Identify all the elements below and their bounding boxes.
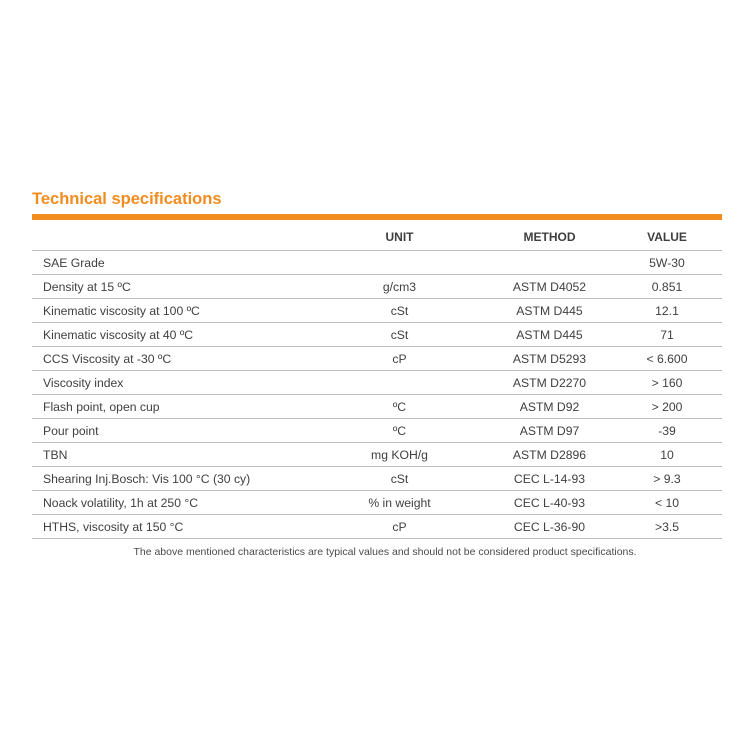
method-cell: ASTM D92 — [487, 395, 612, 419]
table-row — [32, 395, 722, 419]
value-cell: < 10 — [612, 491, 722, 515]
table-row — [32, 419, 722, 443]
table-row — [32, 323, 722, 347]
value-cell: > 200 — [612, 395, 722, 419]
header-method: METHOD — [487, 224, 612, 251]
property-cell: Noack volatility, 1h at 250 °C — [32, 491, 312, 515]
unit-cell: g/cm3 — [312, 275, 487, 299]
unit-cell: cP — [312, 347, 487, 371]
unit-cell: % in weight — [312, 491, 487, 515]
value-cell: > 9.3 — [612, 467, 722, 491]
unit-cell — [312, 371, 487, 395]
method-cell: ASTM D445 — [487, 299, 612, 323]
property-cell: CCS Viscosity at -30 ºC — [32, 347, 312, 371]
property-cell: Viscosity index — [32, 371, 312, 395]
method-cell: ASTM D5293 — [487, 347, 612, 371]
property-cell: HTHS, viscosity at 150 °C — [32, 515, 312, 539]
unit-cell: cSt — [312, 323, 487, 347]
value-cell: -39 — [612, 419, 722, 443]
table-row — [32, 275, 722, 299]
property-cell: Shearing Inj.Bosch: Vis 100 °C (30 cy) — [32, 467, 312, 491]
unit-cell: cP — [312, 515, 487, 539]
unit-cell: mg KOH/g — [312, 443, 487, 467]
unit-cell — [312, 251, 487, 275]
value-cell: 10 — [612, 443, 722, 467]
specifications-table — [32, 224, 722, 539]
table-row — [32, 371, 722, 395]
footnote: The above mentioned characteristics are typical values and should not be considered product specifications. — [133, 546, 637, 558]
property-cell: SAE Grade — [32, 251, 312, 275]
method-cell: ASTM D97 — [487, 419, 612, 443]
value-cell: >3.5 — [612, 515, 722, 539]
method-cell: ASTM D2270 — [487, 371, 612, 395]
unit-cell: cSt — [312, 467, 487, 491]
table-row — [32, 299, 722, 323]
value-cell: 12.1 — [612, 299, 722, 323]
header-property — [32, 224, 312, 251]
value-cell: 5W-30 — [612, 251, 722, 275]
table-row — [32, 467, 722, 491]
section-title: Technical specifications — [32, 190, 222, 208]
unit-cell: ºC — [312, 395, 487, 419]
method-cell: ASTM D4052 — [487, 275, 612, 299]
method-cell: CEC L-14-93 — [487, 467, 612, 491]
method-cell — [487, 251, 612, 275]
property-cell: Flash point, open cup — [32, 395, 312, 419]
value-cell: 0.851 — [612, 275, 722, 299]
header-value: VALUE — [612, 224, 722, 251]
table-row — [32, 347, 722, 371]
method-cell: CEC L-40-93 — [487, 491, 612, 515]
table-row — [32, 515, 722, 539]
table-row — [32, 251, 722, 275]
property-cell: Kinematic viscosity at 40 ºC — [32, 323, 312, 347]
method-cell: ASTM D2896 — [487, 443, 612, 467]
property-cell: Kinematic viscosity at 100 ºC — [32, 299, 312, 323]
property-cell: Pour point — [32, 419, 312, 443]
title-accent-bar — [32, 214, 722, 220]
value-cell: 71 — [612, 323, 722, 347]
table-row — [32, 491, 722, 515]
method-cell: CEC L-36-90 — [487, 515, 612, 539]
header-unit: UNIT — [312, 224, 487, 251]
value-cell: < 6.600 — [612, 347, 722, 371]
property-cell: Density at 15 ºC — [32, 275, 312, 299]
property-cell: TBN — [32, 443, 312, 467]
table-header-row — [32, 224, 722, 251]
value-cell: > 160 — [612, 371, 722, 395]
method-cell: ASTM D445 — [487, 323, 612, 347]
unit-cell: ºC — [312, 419, 487, 443]
unit-cell: cSt — [312, 299, 487, 323]
table-row — [32, 443, 722, 467]
